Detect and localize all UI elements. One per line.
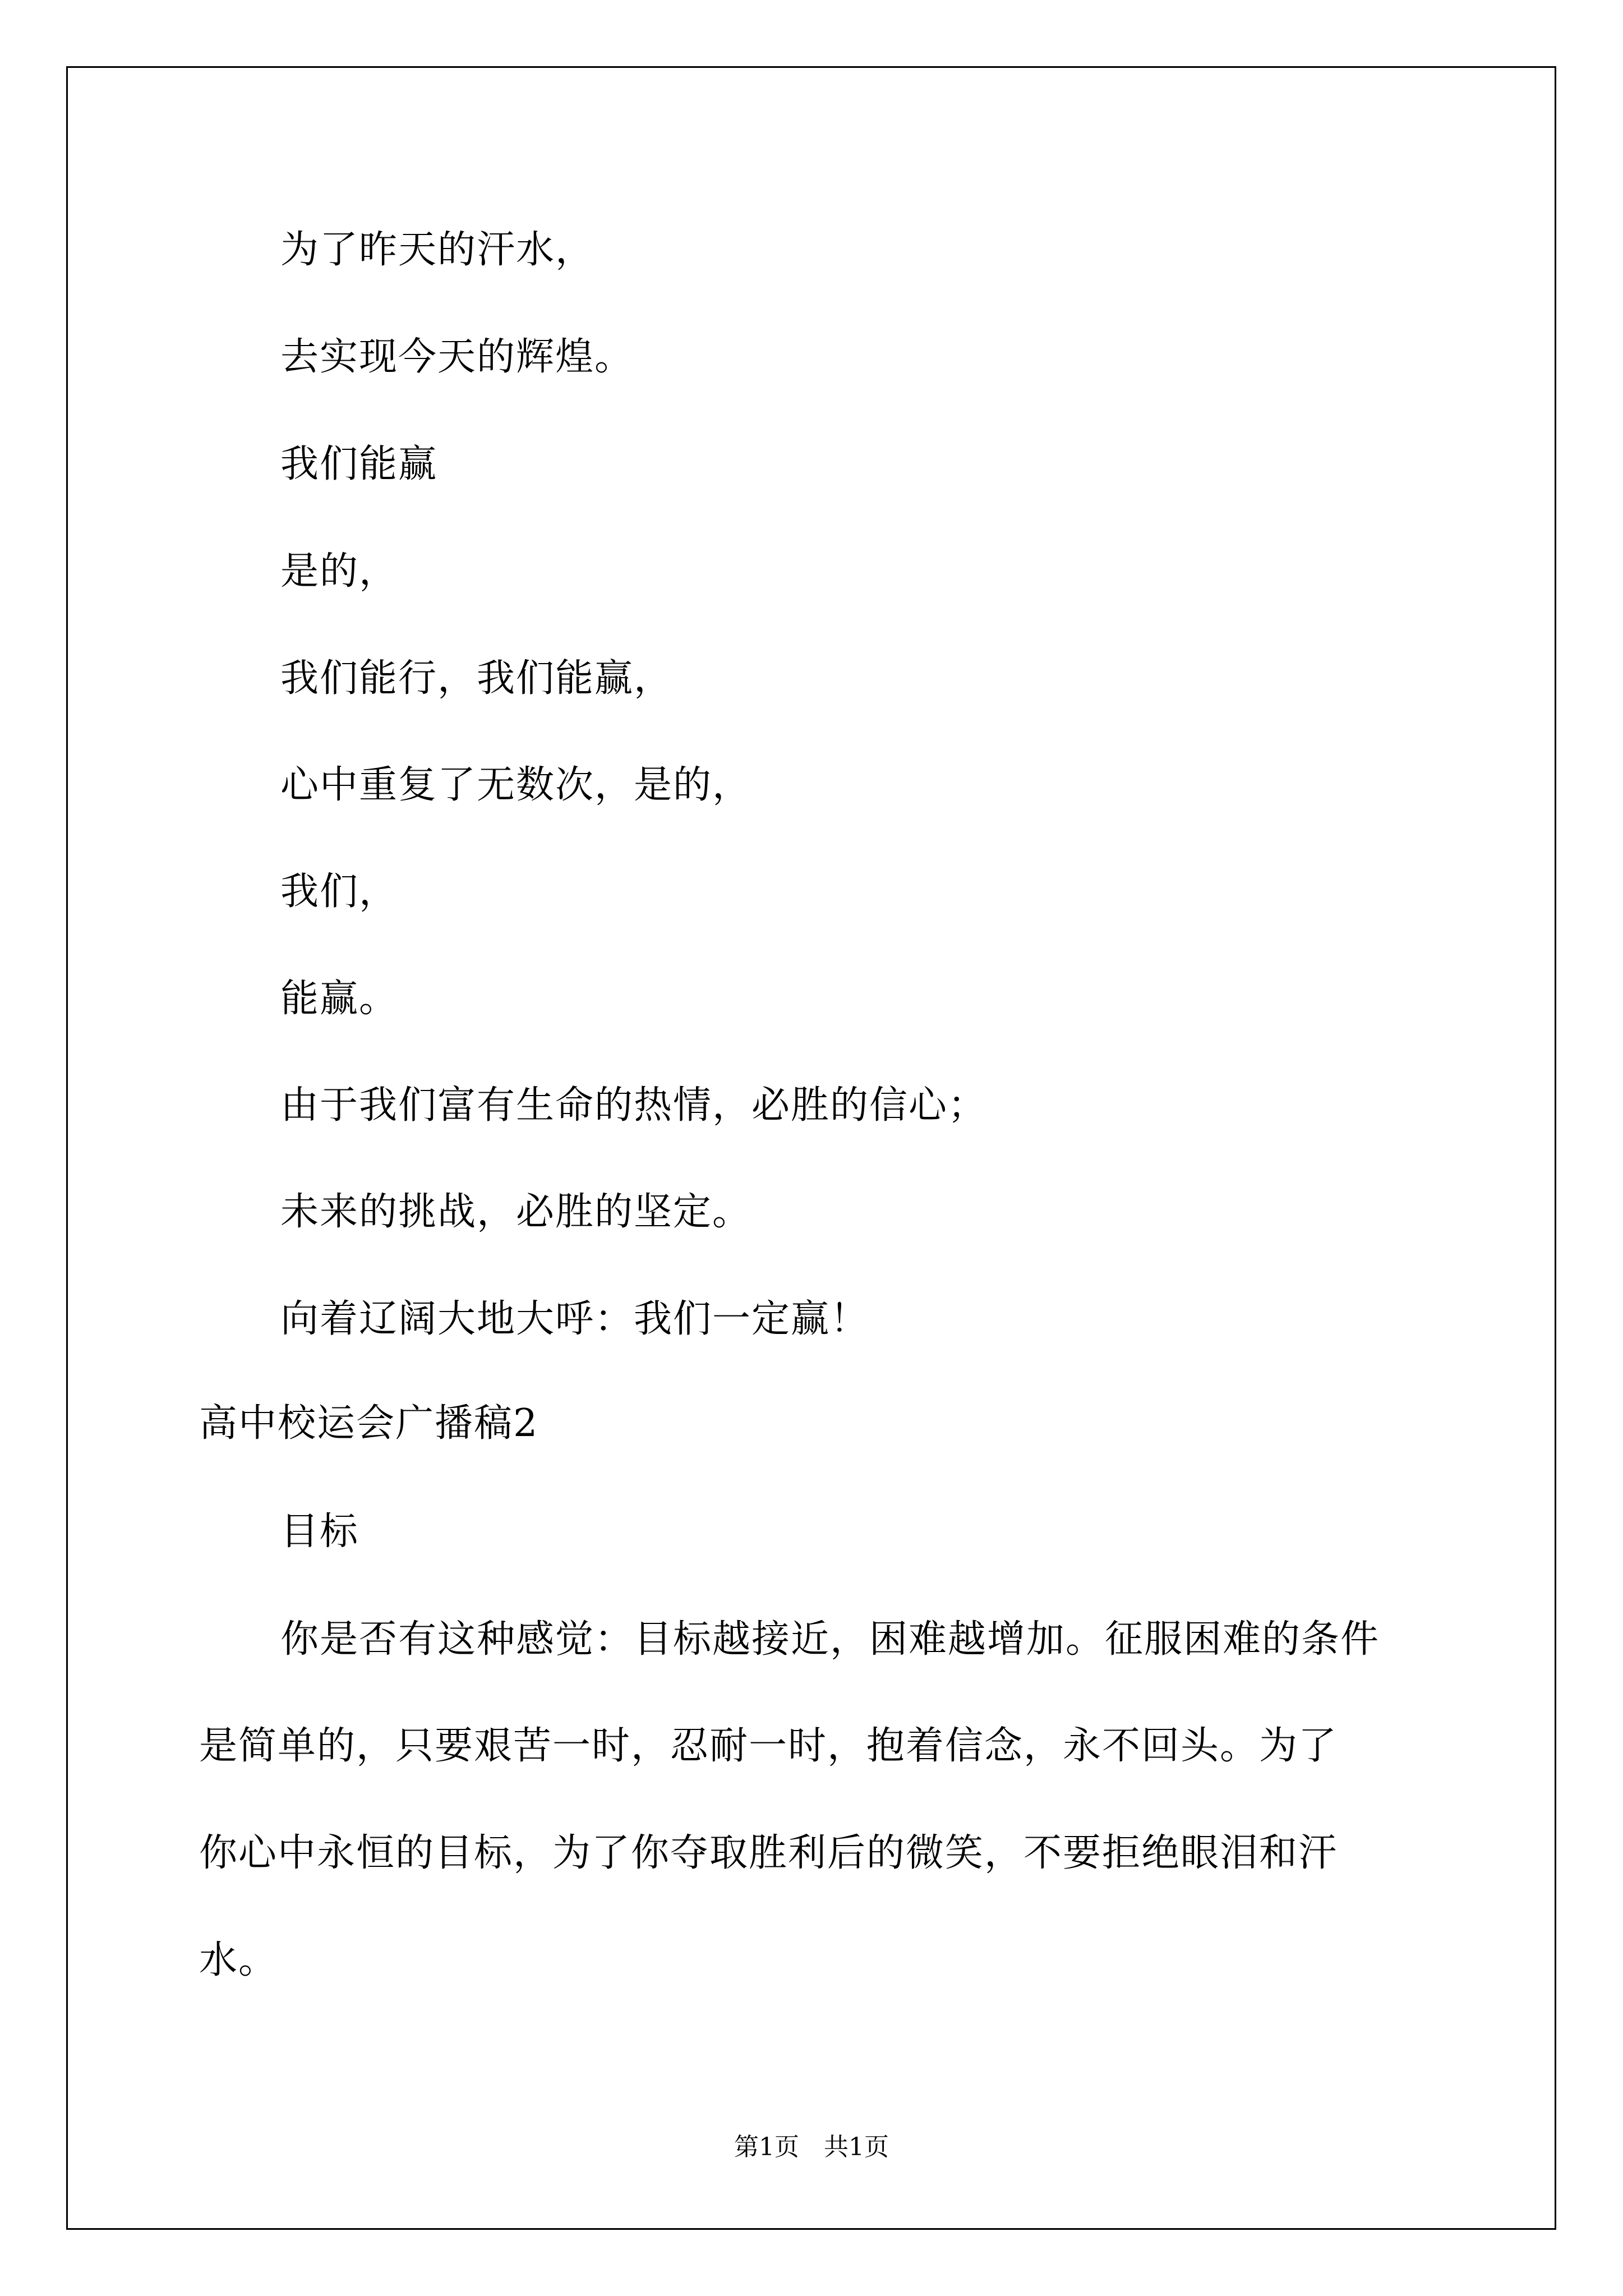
poem-line-2: 去实现今天的辉煌。 (280, 335, 634, 379)
section-heading: 高中校运会广播稿2 (199, 1401, 539, 1446)
paragraph-line-1: 你是否有这种感觉：目标越接近，困难越增加。征服困难的条件 (280, 1617, 1380, 1662)
poem-line-8: 能赢。 (280, 977, 399, 1021)
subheading: 目标 (280, 1510, 359, 1554)
page-border (66, 66, 1556, 2230)
paragraph-line-4: 水。 (199, 1938, 278, 1982)
poem-line-4: 是的， (280, 549, 399, 593)
paragraph-line-2: 是简单的，只要艰苦一时，忍耐一时，抱着信念，永不回头。为了 (199, 1724, 1338, 1768)
poem-line-10: 未来的挑战，必胜的坚定。 (280, 1190, 752, 1234)
poem-line-11: 向着辽阔大地大呼：我们一定赢！ (280, 1297, 870, 1341)
poem-line-1: 为了昨天的汗水， (280, 228, 595, 272)
poem-line-7: 我们， (280, 869, 399, 914)
page-footer: 第1页 共1页 (734, 2133, 889, 2161)
poem-line-3: 我们能赢 (280, 442, 438, 486)
paragraph-line-3: 你心中永恒的目标，为了你夺取胜利后的微笑，不要拒绝眼泪和汗 (199, 1831, 1338, 1875)
poem-line-6: 心中重复了无数次，是的， (280, 763, 752, 807)
poem-line-5: 我们能行，我们能赢， (280, 656, 674, 701)
poem-line-9: 由于我们富有生命的热情，必胜的信心； (280, 1083, 988, 1128)
